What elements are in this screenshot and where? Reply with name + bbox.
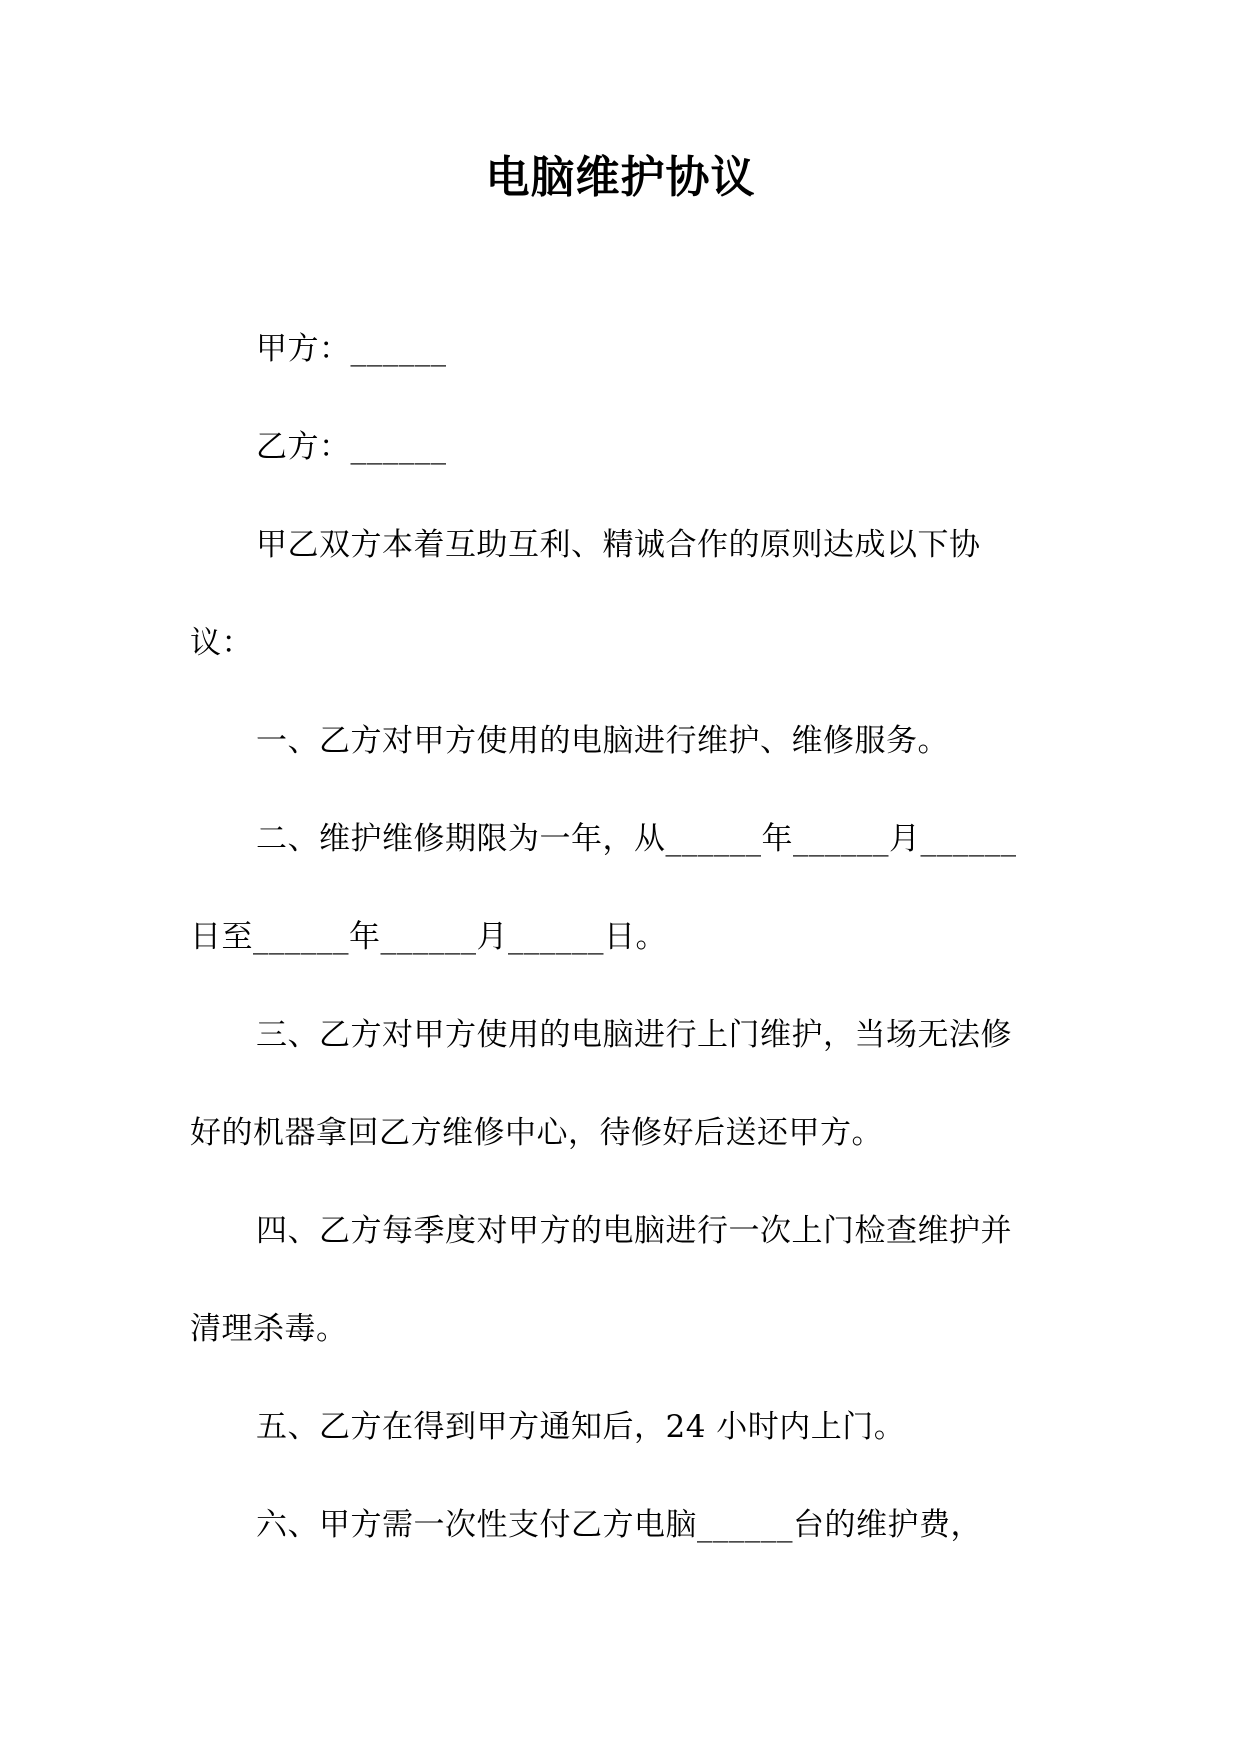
clause-4: 四、乙方每季度对甲方的电脑进行一次上门检查维护并清理杀毒。 [190,1213,1012,1347]
clause-2: 二、维护维修期限为一年，从______年______月______日至______年______月______日。 [190,821,1017,955]
intro-paragraph: 甲乙双方本着互助互利、精诚合作的原则达成以下协议： [190,527,981,661]
clause-1: 一、乙方对甲方使用的电脑进行维护、维修服务。 [256,723,949,759]
clause-5: 五、乙方在得到甲方通知后，24 小时内上门。 [256,1409,906,1445]
clause-6: 六、甲方需一次性支付乙方电脑______台的维护费， [256,1507,982,1543]
document-title: 电脑维护协议 [485,152,756,203]
party-a-line: 甲方：______ [256,331,447,367]
document-body [190,300,1028,1574]
clause-3: 三、乙方对甲方使用的电脑进行上门维护，当场无法修好的机器拿回乙方维修中心，待修好后送还甲方。 [190,1017,1012,1151]
party-b-line: 乙方：______ [256,429,447,465]
